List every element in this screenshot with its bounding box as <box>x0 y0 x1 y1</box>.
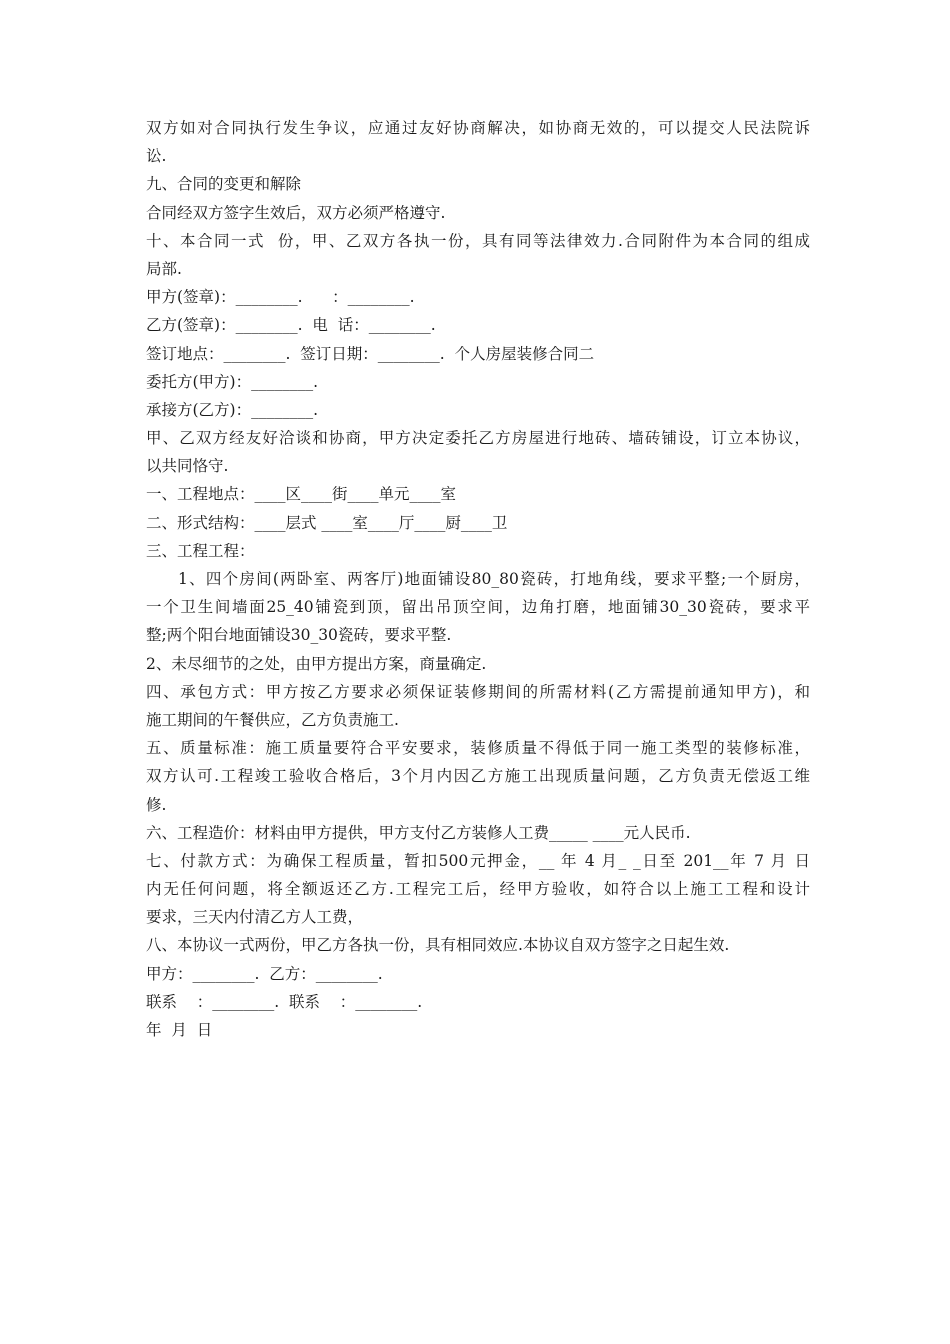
contract-method-line-2: 施工期间的午餐供应，乙方负责施工. <box>146 710 399 729</box>
dispute-clause-line-1: 双方如对合同执行发生争议，应通过友好协商解决，如协商无效的，可以提交人民法院诉 <box>146 119 810 137</box>
section-9-text: 合同经双方签字生效后，双方必须严格遵守. <box>146 203 446 222</box>
contact-line: 联系 ：________. 联系 ：________. <box>146 992 423 1011</box>
quality-standard-line-3: 修. <box>146 795 167 814</box>
project-item-1-line-1: 1、四个房间(两卧室、两客厅)地面铺设80_80瓷砖，打地角线，要求平整;一个厨房， <box>178 570 810 588</box>
section-9-heading: 九、合同的变更和解除 <box>146 175 302 194</box>
quality-standard-line-1: 五、质量标准：施工质量要符合平安要求，装修质量不得低于同一施工类型的装修标准， <box>146 739 810 758</box>
contractor-line: 承接方(乙方)：________. <box>146 400 319 419</box>
payment-method-line-3: 要求，三天内付清乙方人工费， <box>146 908 364 927</box>
party-b-signature-line: 乙方(签章)：________. 电 话：________. <box>146 316 436 335</box>
contract-method-line-1: 四、承包方式：甲方按乙方要求必须保证装修期间的所需材料(乙方需提前通知甲方)，和 <box>146 682 810 701</box>
date-line: 年 月 日 <box>146 1021 213 1039</box>
section-10-line-2: 局部. <box>146 259 182 278</box>
contract-text <box>146 114 810 1044</box>
project-item-2-line: 2、未尽细节的之处，由甲方提出方案，商量确定. <box>146 654 487 673</box>
signing-place-date-line: 签订地点：________. 签订日期：________. 个人房屋装修合同二 <box>146 344 595 363</box>
project-cost-line: 六、工程造价：材料由甲方提供，甲方支付乙方装修人工费_____ ____元人民币. <box>146 823 691 842</box>
quality-standard-line-2: 双方认可.工程竣工验收合格后，3个月内因乙方施工出现质量问题，乙方负责无偿返工维 <box>146 767 810 786</box>
payment-method-line-1: 七、付款方式：为确保工程质量，暂扣500元押金，__ 年 4 月_ _日至 201__年 7 月 日 <box>146 851 810 870</box>
party-a-signature-line: 甲方(签章)：________. ：________. <box>146 288 415 307</box>
project-item-1-line-3: 整;两个阳台地面铺设30_30瓷砖，要求平整. <box>146 626 452 645</box>
client-line: 委托方(甲方)：________. <box>146 372 319 391</box>
structure-type-line: 二、形式结构：____层式 ____室____厅____厨____卫 <box>146 513 508 532</box>
payment-method-line-2: 内无任何问题，将全额返还乙方.工程完工后，经甲方验收，如符合以上施工工程和设计 <box>146 880 810 899</box>
agreement-intro-line-2: 以共同恪守. <box>146 457 229 476</box>
parties-signature-line: 甲方：________. 乙方：________. <box>146 964 383 983</box>
section-10-line-1: 十、本合同一式 份，甲、乙双方各执一份，具有同等法律效力.合同附件为本合同的组成 <box>146 231 810 250</box>
dispute-clause-line-2: 讼. <box>146 147 167 166</box>
project-item-1-line-2: 一个卫生间墙面25_40铺瓷到顶，留出吊顶空间，边角打磨，地面铺30_30瓷砖，要求平 <box>146 598 810 617</box>
agreement-intro-line-1: 甲、乙双方经友好洽谈和协商，甲方决定委托乙方房屋进行地砖、墙砖铺设，订立本协议， <box>146 429 810 448</box>
project-location-line: 一、工程地点：____区____街____单元____室 <box>146 485 457 504</box>
project-items-heading: 三、工程工程： <box>146 541 255 560</box>
agreement-copies-line: 八、本协议一式两份，甲乙方各执一份，具有相同效应.本协议自双方签字之日起生效. <box>146 936 730 955</box>
